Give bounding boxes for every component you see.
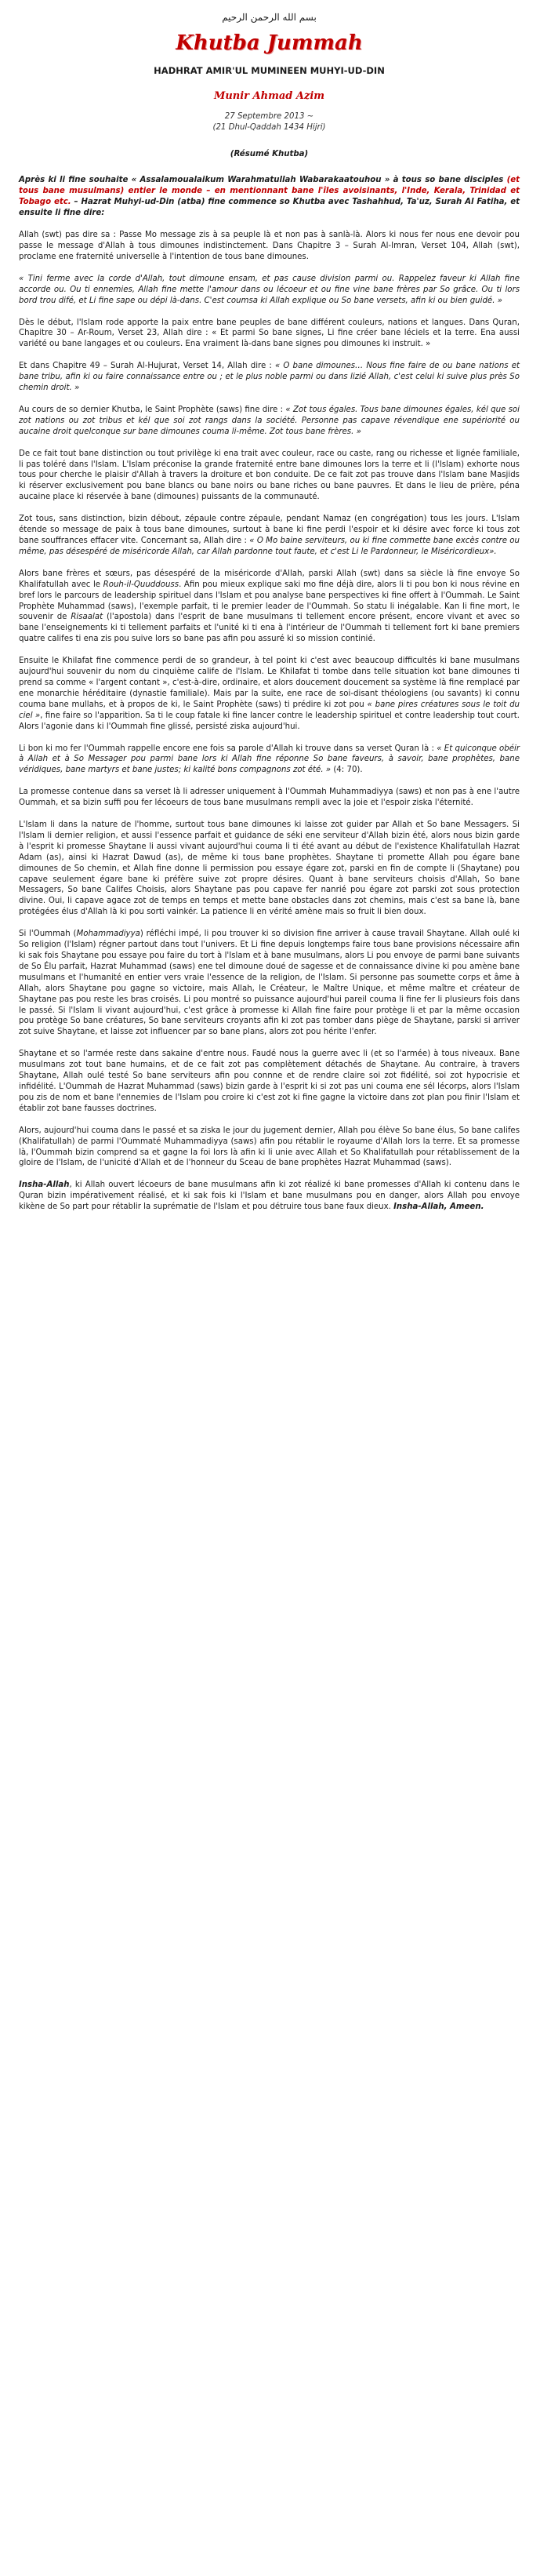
p8-rouh: Rouh-il-Quuddouss: [103, 580, 179, 589]
page-title: Khutba Jummah: [176, 31, 363, 55]
p8-text-c: (l'apostola) dans l'esprit de bane musulmans ti tellement encore présent, encore vivant et avec so bane l'enseignements ki ti tellement parfaits et l'unité ki ti ena à l'intérieur de l'Oummah ti tellement fort ki bane premiers quatre califes ti ena zis pou suive lors so bane pas afin pou assuré ki so mission continié.: [19, 613, 520, 644]
paragraph-5: [19, 405, 520, 438]
paragraph-8: [19, 569, 520, 645]
closing-text: , ki Allah ouvert lécoeurs de bane musulmans afin ki zot réalizé ki bane promesses d'Allah ki contenu dans le Quran bizin impérativement réalisé, et ki sak fois ki l'Islam et bane musulmans pou en danger, alors Allah pou envoye kikène de So part pour rétablir la suprématie de l'Islam et pou détruire tous bane faux dieux.: [19, 1181, 520, 1212]
p10-ref: (4: 70).: [331, 766, 363, 775]
page-subtitle: HADHRAT AMIR'UL MUMINEEN MUHYI-UD-DIN: [154, 64, 385, 76]
p5-quote: « Zot tous égales. Tous bane dimounes égales, kél que soi zot nations ou zot tribus et kél que soi zot rangs dans la société. Personne pas capave révendique ene supériorité ou aucaine droit quelconque sur bane dimounes couma li-même. Zot tous bane frères. »: [19, 405, 520, 436]
p9-text-a: Ensuite le Khilafat fine commence perdi de so grandeur, à tel point ki c'est avec beaucoup difficultés ki bane musulmans aujourd'hui souvenir du nom du cinquième calife de l'Islam. Le Khilafat ti tombe dans telle situation kot bane dimounes ti prend sa comme « l'argent contant », c'est-à-dire, ordinaire, et alors doucement doucement sa système là fine remplacé par ene monarchie héréditaire (dynastie familiale). Mais par la suite, ene race de soi-disant théologiens (ou savants) ki connu couma bane mullahs, et à propos de ki, le Saint Prophète (saws) ti prédire ki zot pou: [19, 657, 520, 709]
summary-label: (Résumé Khutba): [230, 149, 309, 158]
closing-ameen: Insha-Allah, Ameen.: [393, 1202, 484, 1212]
paragraph-15: Alors, aujourd'hui couma dans le passé et sa ziska le jour du jugement dernier, Allah pou élève So bane élus, So bane califes (Khalifatullah) de parmi l'Oummaté Muhammadiyya (saws) afin pou rétablir le royaume d'Allah lors la terre. Et sa promesse là, l'Oummah bizin comprend sa et gagne la foi lors là afin ki li unie avec Allah et So Khalifatullah pour rétablissement de la gloire de l'Islam, de l'unicité d'Allah et de l'honneur du Sceau de bane prophètes Hazrat Muhammad (saws).: [19, 1126, 520, 1168]
p13-text-b: ) réfléchi impé, li pou trouver ki so division fine arriver à cause travail Shaytane. Allah oulé ki So religion (l'Islam) régner partout dans tout l'univers. Et Li fine depuis longtemps faire tous bane provisions nécessaire afin ki sak fois Shaytane pou essaye pou faire du tort à l'Islam et à bane musulmans, alors Li pou envoye de parmi bane suivants de So Élu parfait, Hazrat Muhammad (saws) ene tel dimoune doué de sagesse et de connaissance divine ki pou amène bane musulmans et l'humanité en entier vers vraie l'essence de la religion, de l'Islam. Si personne pas soumette corps et âme à Allah, alors Shaytane pou gagne so victoire, mais Allah, le Créateur, le Maître Unique, et même maître et créateur de Shaytane pas pou reste les bras croisés. Li pou montré so puissance aujourd'hui pareil couma li fine fer li plusieurs fois dans le passé. Si l'Islam li vivant aujourd'hui, c'est grâce à promesse ki Allah fine faire pour protège li et par la même occasion pou protège So bane créatures, So bane serviteurs croyants afin ki zot pas tomber dans piège de Shaytane, parski si arriver zot suive Shaytane, et laisse zot influencer par so bane plans, alors zot pou hérite l'enfer.: [19, 930, 520, 1037]
p4-quote: « O bane dimounes… Nous fine faire de ou bane nations et bane tribu, afin ki ou faire connaissance entre ou ; et le plus noble parmi ou dans lizié Allah, c'est celui ki suive plus près So chemin droit. »: [19, 362, 520, 393]
p5-text: Au cours de so dernier Khutba, le Saint Prophète (saws) fine dire :: [19, 405, 286, 414]
p13-muh: Mohammadiyya: [76, 930, 140, 939]
p9-text-c: , fine faire so l'apparition. Sa ti le coup fatale ki fine lancer contre le leadership spirituel et contre leadership tout court. Alors l'agonie dans ki l'Oummah fine glissé, persisté ziska aujourd'hui.: [19, 711, 520, 731]
paragraph-14: Shaytane et so l'armée reste dans sakaine d'entre nous. Faudé nous la guerre avec li (et so l'armée) à tous niveaux. Bane musulmans zot tout bane humains, et de ce fait zot pas complètement détachés de Shaytane. Au contraire, à travers Shaytane, Allah oulé testé So bane serviteurs afin pou connne et de rendre claire soi zot fidélité, soi zot hypocrisie et infidélité. L'Oummah de Hazrat Muhammad (saws) bizin garde à l'esprit ki si zot pas uni couma ene sél lécorps, alors l'Islam pou zis de nom et bane l'ennemies de l'Islam pou croire ki c'est zot ki fine gagne la victoire dans zot plan pou finir l'Islam et établir zot bane fausses doctrines.: [19, 1050, 520, 1113]
paragraph-1: Allah (swt) pas dire sa : Passe Mo message zis à sa peuple là et non pas à sanlà-là. Alors ki nous fer nous ene devoir pou passe le message d'Allah à tous dimounes indistinctement. Dans Chapitre 3 – Surah Al-Imran, Verset 104, Allah (swt), proclame ene fraternité universelle à l'intention de tous bane dimounes.: [19, 231, 520, 261]
p7-quote: « O Mo baine serviteurs, ou ki fine commette bane excès contre ou même, pas désespéré de miséricorde Allah, car Allah pardonne tout faute, et c'est Li le Pardonneur, le Miséricordieux».: [19, 537, 520, 556]
intro-part3: – Hazrat Muhyi-ud-Din (atba) fine commence so Khutba avec Tashahhud, Ta'uz, Surah Al Fatiha, et ensuite li fine dire:: [19, 198, 520, 218]
paragraph-13: [19, 929, 520, 1038]
author-name: Munir Ahmad Azim: [213, 89, 325, 102]
p8-risaalat: Risaalat: [71, 613, 103, 622]
p10-text-a: Li bon ki mo fer l'Oummah rappelle encore ene fois sa parole d'Allah ki trouve dans sa verset Quran là :: [19, 744, 437, 753]
paragraph-12: L'Islam li dans la nature de l'homme, surtout tous bane dimounes ki laisse zot guider par Allah et So bane Messagers. Si l'Islam li dernier religion, et aussi l'essence parfait et guidance de séki ene serviteur d'Allah bizin été, alors nous bizin garde à l'esprit ki promesse Shaytane li aussi vivant aujourd'hui couma li ti été avant au début de l'existence Khalifatullah Hazrat Adam (as), ainsi ki Hazrat Dawud (as), de même ki tous bane prophètes. Shaytane ti promette Allah pou égare bane dimounes de So chemin, et Allah fine donne li permission pou essaye égare zot, parski en fin de compte li (Shaytane) pou capave seulement égare bane ki préfère suive zot propre désires. Quant à bane serviteurs choisis d'Allah, So bane Messagers, So bane Califes Choisis, alors Shaytane pas pou capave fer nanrié pou égare zot parski zot sous protection divine. Oui, li capave agace zot de temps en temps et mette bane obstacles dans zot chemins, mais c'est sa bane là, bane protégées élus d'Allah là ki pou sorti vainkér. La patience li en vérité amène mais so fruit li bien doux.: [19, 820, 520, 917]
paragraph-11: La promesse contenue dans sa verset là li adresser uniquement à l'Oummah Muhammadiyya (saws) et non pas à ene l'autre Oummah, et sa bizin suffi pou fer lécoeurs de tous bane musulmans rempli avec la joie et l'espoir ziska l'éternité.: [19, 788, 520, 808]
p8-text-b: . Afin pou mieux explique saki mo fine déjà dire, alors li ti pou bon ki nous révine en bref lors le parcours de leadership spirituel dans l'Islam et pou analyse bane perspectives ki fine offert à l'Oummah. Le Saint Prophète Muhammad (saws), l'exemple parfait, ti le premier leader de l'Oummah. So statu li inégalable. Kan li fine mort, le souvenir de: [19, 580, 520, 622]
intro-part2: (et tous bane musulmans) entier le monde – en mentionnant bane l'îles avoisinants, l'Inde, Kerala, Trinidad et Tobago etc.: [19, 176, 520, 207]
paragraph-2: [19, 274, 520, 307]
paragraph-10: [19, 744, 520, 777]
paragraph-6: De ce fait tout bane distinction ou tout privilège ki ena trait avec couleur, race ou caste, rang ou richesse et lignée familiale, li pas toléré dans l'Islam. L'Islam préconise la grande fraternité entre bane dimounes lors la terre et li (l'Islam) exhorte nous tous pour cherche le plaisir d'Allah à travers la droiture et bon conduite. De ce fait zot pas trouve dans l'Islam bane Masjids ki réserver exclusivement pou bane blancs ou bane noirs ou bane riches ou bane pauvres. Et dans le lieu de prière, péna aucaine place ki réservée à bane (dimounes) puissants de la communauté.: [19, 449, 520, 502]
p13-text-a: Si l'Oummah (: [19, 930, 77, 939]
bismillah: بسم الله الرحمن الرحيم: [222, 12, 317, 23]
p4-text: Et dans Chapitre 49 – Surah Al-Hujurat, Verset 14, Allah dire :: [19, 362, 275, 371]
paragraph-4: [19, 361, 520, 394]
intro-part1: Après ki li fine souhaite « Assalamoualaikum Warahmatullah Wabarakaatouhou » à tous so bane disciples: [19, 176, 507, 185]
quote-2: « Tini ferme avec la corde d'Allah, tout dimoune ensam, et pas cause division parmi ou. Rappelez faveur ki Allah fine accorde ou. Ou ti ennemies, Allah fine mette l'amour dans ou lécoeur et ou fine vine bane frères par So grâce. Ou ti lors bord trou difé, et Li fine sape ou dépi là-dans. C'est coumsa ki Allah explique ou So bane versets, afin ki ou bien guidé. »: [19, 274, 520, 305]
p9-quote: « bane pires créatures sous le toit du ciel »: [19, 700, 520, 720]
paragraph-3: Dès le début, l'Islam rode apporte la paix entre bane peuples de bane différent couleurs, nations et langues. Dans Quran, Chapitre 30 – Ar-Roum, Verset 23, Allah dire : « Et parmi So bane signes, Li fine créer bane léciels et la terre. Ena aussi variété ou bane langages et ou couleurs. Ena vraiment là-dans bane signes pou dimounes ki instruit. »: [19, 318, 520, 349]
date-gregorian: 27 Septembre 2013 ~: [224, 111, 314, 121]
intro-paragraph: [19, 175, 520, 219]
date-hijri: (21 Dhul-Qaddah 1434 Hijri): [212, 122, 326, 132]
closing-paragraph: [19, 1180, 520, 1213]
paragraph-9: [19, 656, 520, 732]
closing-insha: Insha-Allah: [19, 1181, 70, 1190]
p8-text-a: Alors bane frères et sœurs, pas désespéré de la miséricorde d'Allah, parski Allah (swt) dans sa siècle là fine envoye So Khalifatullah avec le: [19, 569, 520, 589]
p7-text: Zot tous, sans distinction, bizin débout, zépaule contre zépaule, pendant Namaz (en congrégation) tous les jours. L'Islam étende so message de paix à tous bane dimounes, surtout à bane ki fine perdi l'espoir et ki désire avec force ki tous zot bane souffrances effacer vite. Concernant sa, Allah dire :: [19, 515, 520, 545]
p10-quote: « Et quiconque obéir à Allah et à So Messager pou parmi bane lors ki Allah fine réponne So bane faveurs, à savoir, bane prophètes, bane véridiques, bane martyrs et bane justes; ki kalité bons compagnons zot été. »: [19, 744, 520, 775]
paragraph-7: [19, 514, 520, 558]
